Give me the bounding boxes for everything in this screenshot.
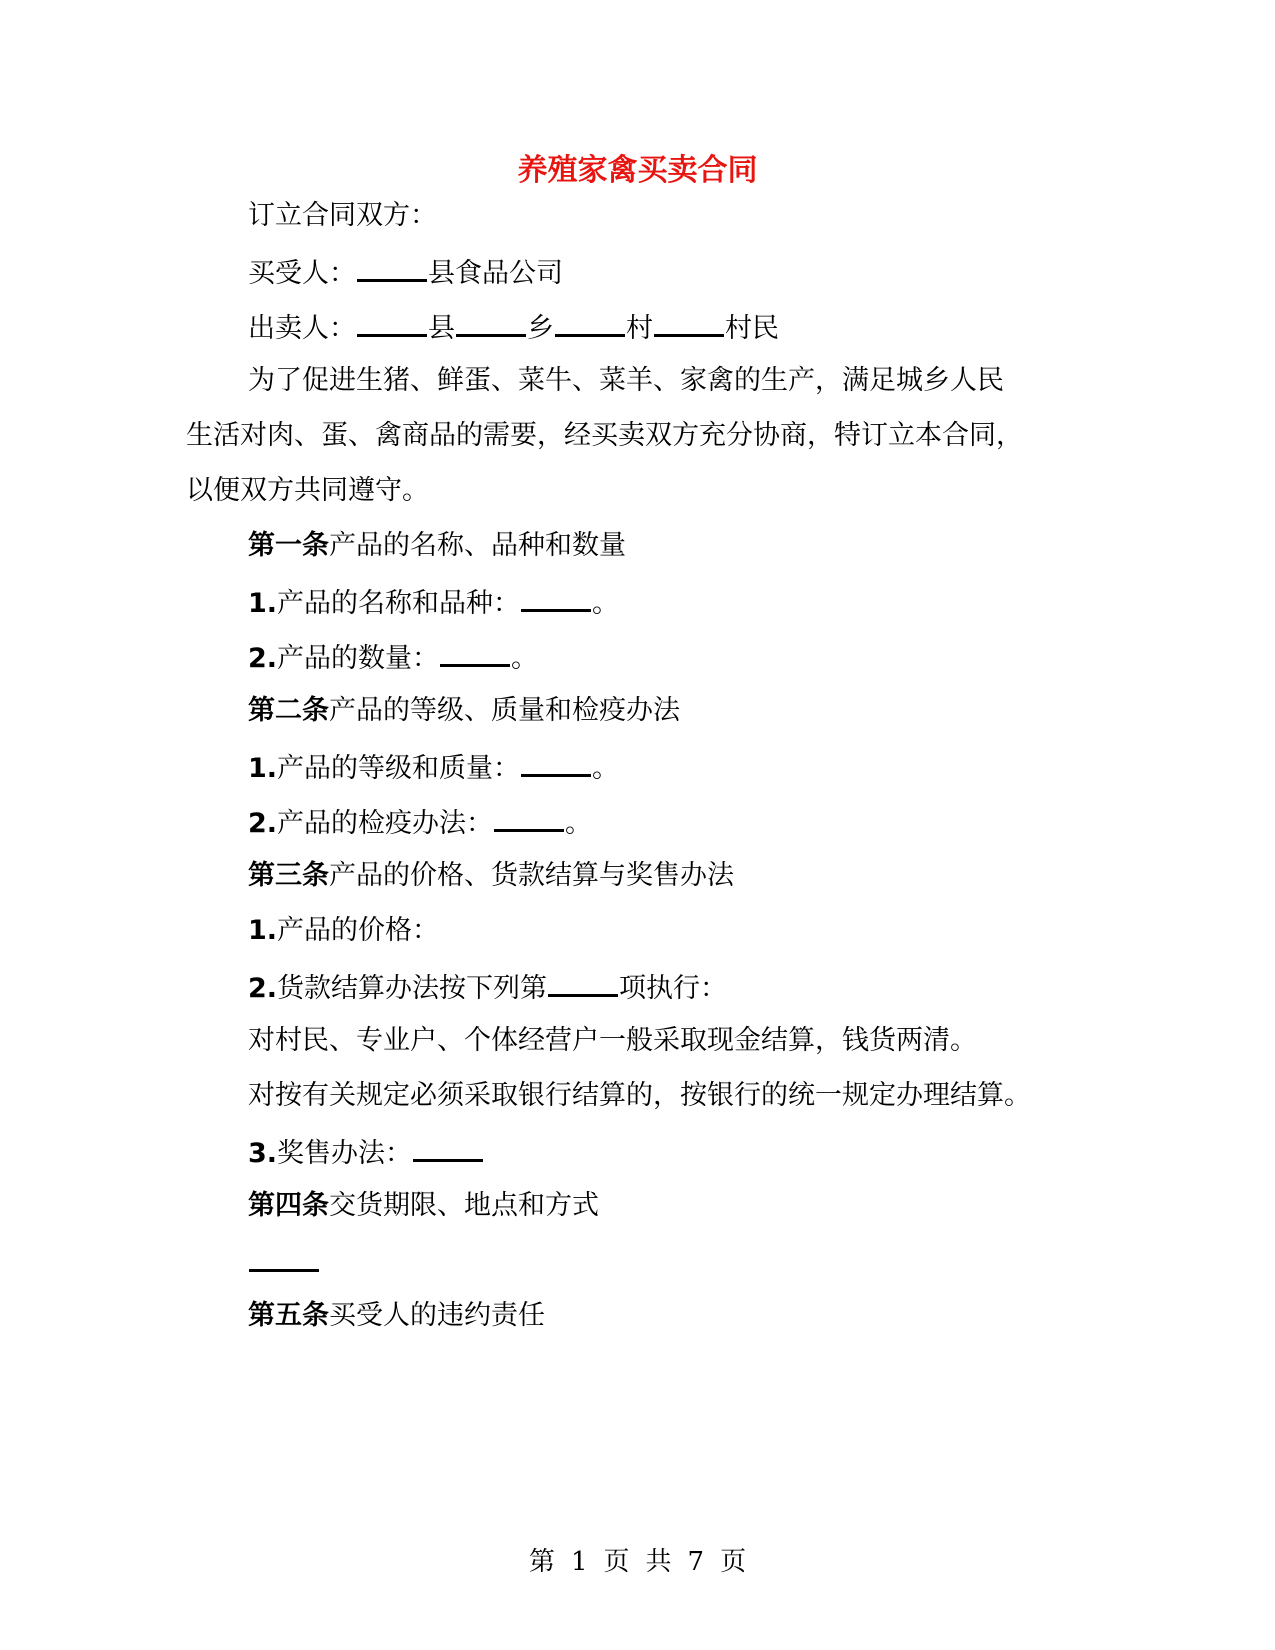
article2-item2-blank: [494, 803, 564, 832]
seller-villager-blank: [654, 308, 724, 337]
item-number: 1.: [248, 915, 278, 946]
seller-village-blank: [555, 308, 625, 337]
seller-line: [248, 308, 779, 347]
article3-cash-clause: 对村民、专业户、个体经营户一般采取现金结算，钱货两清。: [248, 1025, 977, 1056]
document-title: 养殖家禽买卖合同: [517, 153, 758, 188]
item-number: 2.: [248, 808, 278, 839]
article2-title: 产品的等级、质量和检疫办法: [329, 695, 680, 726]
article1-item2: [248, 638, 538, 677]
item-text: 奖售办法：: [277, 1138, 413, 1169]
article5-title: 买受人的违约责任: [329, 1300, 545, 1331]
article3-number: 第三条: [248, 860, 329, 891]
item-number: 3.: [248, 1138, 278, 1169]
article3-item3-blank: [413, 1133, 483, 1162]
period: 。: [592, 753, 620, 784]
footer-page-number: 1: [570, 1547, 588, 1577]
seller-township-blank: [456, 308, 526, 337]
article4-heading: [248, 1188, 599, 1224]
article2-heading: [248, 693, 680, 729]
seller-label: 出卖人：: [248, 313, 356, 344]
seller-county-blank: [357, 308, 427, 337]
article5-heading: [248, 1298, 545, 1334]
article2-item1-blank: [521, 748, 591, 777]
article3-item2: [248, 968, 727, 1007]
article3-item1: [248, 913, 439, 949]
seller-village: 村: [626, 313, 653, 344]
article3-bank-clause: 对按有关规定必须采取银行结算的，按银行的统一规定办理结算。: [248, 1080, 1031, 1111]
article1-title: 产品的名称、品种和数量: [329, 530, 626, 561]
item-text: 货款结算办法按下列第: [277, 973, 548, 1004]
parties-label: 订立合同双方：: [248, 200, 437, 231]
article2-item2: [248, 803, 592, 842]
footer-total-pre: 共: [645, 1547, 672, 1577]
footer-total-pages: 7: [687, 1547, 705, 1577]
buyer-county-blank: [357, 253, 427, 282]
article1-item1: [248, 583, 619, 622]
seller-county: 县: [428, 313, 455, 344]
footer-mid: 页: [603, 1547, 630, 1577]
article5-number: 第五条: [248, 1300, 329, 1331]
article2-item1: [248, 748, 619, 787]
period: 。: [592, 588, 620, 619]
article4-title: 交货期限、地点和方式: [329, 1190, 599, 1221]
period: 。: [511, 643, 539, 674]
item-text: 项执行：: [619, 973, 728, 1004]
article1-item2-blank: [440, 638, 510, 667]
intro-line-3: 以便双方共同遵守。: [186, 475, 429, 506]
article3-heading: [248, 858, 734, 894]
article4-blank-line: [248, 1243, 320, 1282]
intro-line-1: 为了促进生猪、鲜蛋、菜牛、菜羊、家禽的生产，满足城乡人民: [248, 365, 1004, 396]
seller-township: 乡: [527, 313, 554, 344]
article4-number: 第四条: [248, 1190, 329, 1221]
item-number: 2.: [248, 643, 278, 674]
period: 。: [565, 808, 593, 839]
item-number: 1.: [248, 588, 278, 619]
item-text: 产品的检疫办法：: [277, 808, 494, 839]
article3-item3: [248, 1133, 484, 1172]
buyer-line: [248, 253, 563, 292]
footer-pre: 第: [528, 1547, 555, 1577]
item-text: 产品的等级和质量：: [277, 753, 521, 784]
item-text: 产品的数量：: [277, 643, 440, 674]
article3-title: 产品的价格、货款结算与奖售办法: [329, 860, 734, 891]
buyer-label: 买受人：: [248, 258, 356, 289]
seller-villager: 村民: [725, 313, 779, 344]
article3-item2-blank: [548, 968, 618, 997]
item-text: 产品的名称和品种：: [277, 588, 521, 619]
buyer-suffix: 县食品公司: [428, 258, 563, 289]
item-text: 产品的价格：: [277, 915, 440, 946]
article1-heading: [248, 528, 626, 564]
article4-blank: [249, 1243, 319, 1272]
intro-line-2: 生活对肉、蛋、禽商品的需要，经买卖双方充分协商，特订立本合同，: [186, 420, 1023, 451]
page-footer: [0, 1541, 1275, 1578]
article1-number: 第一条: [248, 530, 329, 561]
item-number: 1.: [248, 753, 278, 784]
item-number: 2.: [248, 973, 278, 1004]
article2-number: 第二条: [248, 695, 329, 726]
footer-post: 页: [720, 1547, 747, 1577]
article1-item1-blank: [521, 583, 591, 612]
